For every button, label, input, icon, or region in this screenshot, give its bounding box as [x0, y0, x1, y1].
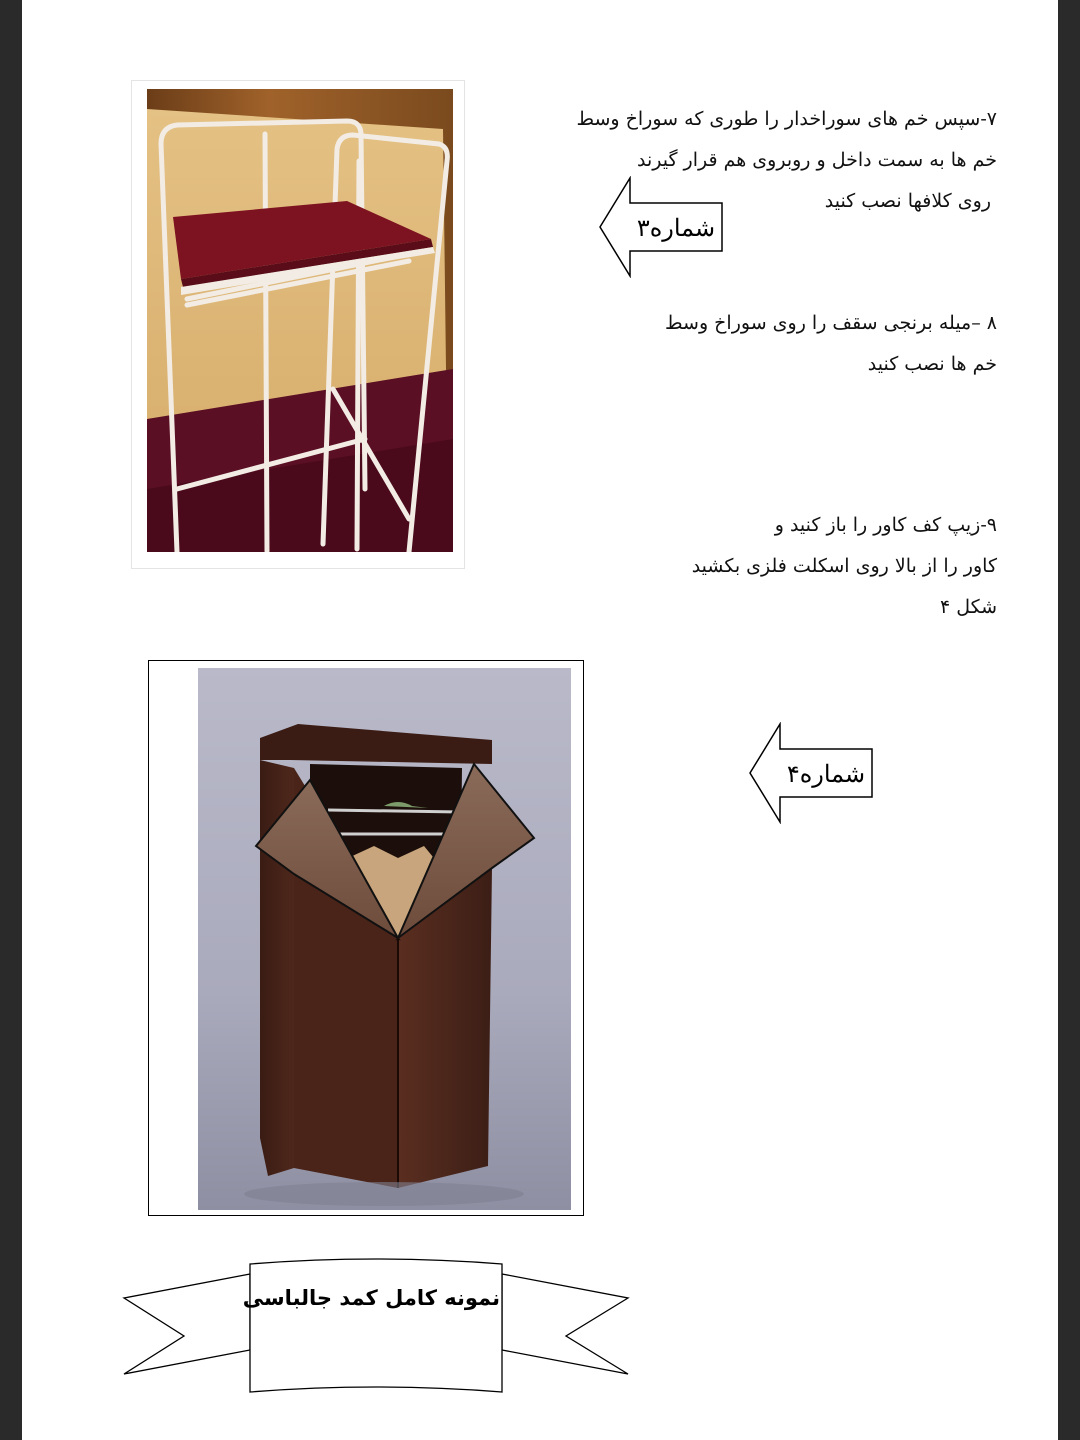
- frame-photo: [131, 80, 465, 569]
- title-ribbon-banner: [120, 1258, 632, 1418]
- step-9-text: [692, 505, 997, 628]
- step-9-line-2: کاور را از بالا روی اسکلت فلزی بکشید: [691, 555, 997, 577]
- banner-title: نمونه کامل کمد جالباسی: [242, 1286, 500, 1310]
- step-9-line-3: شکل ۴: [939, 596, 997, 618]
- frame-photo-image: [147, 89, 453, 552]
- ribbon-banner-shape: [120, 1258, 632, 1418]
- step-9-line-1: ۹-زیپ کف کاور را باز کنید و: [774, 514, 997, 536]
- callout-figure-3: [598, 176, 726, 278]
- step-7-line-2: خم ها به سمت داخل و روبروی هم قرار گیرند: [636, 149, 997, 171]
- wardrobe-photo-image: [198, 668, 571, 1210]
- callout-4-label: شماره۴: [786, 760, 866, 788]
- callout-3-label: شماره۳: [636, 214, 716, 242]
- step-8-text: [665, 303, 997, 385]
- step-7-line-1: ۷-سپس خم های سوراخدار را طوری که سوراخ وسط: [576, 108, 997, 130]
- step-8-line-2: خم ها نصب کنید: [867, 353, 997, 375]
- step-7-line-3: روی کلافها نصب کنید: [824, 190, 991, 212]
- step-8-line-1: ۸ –میله برنجی سقف را روی سوراخ وسط: [664, 312, 997, 334]
- callout-figure-4: [748, 722, 876, 824]
- wardrobe-photo: [148, 660, 584, 1216]
